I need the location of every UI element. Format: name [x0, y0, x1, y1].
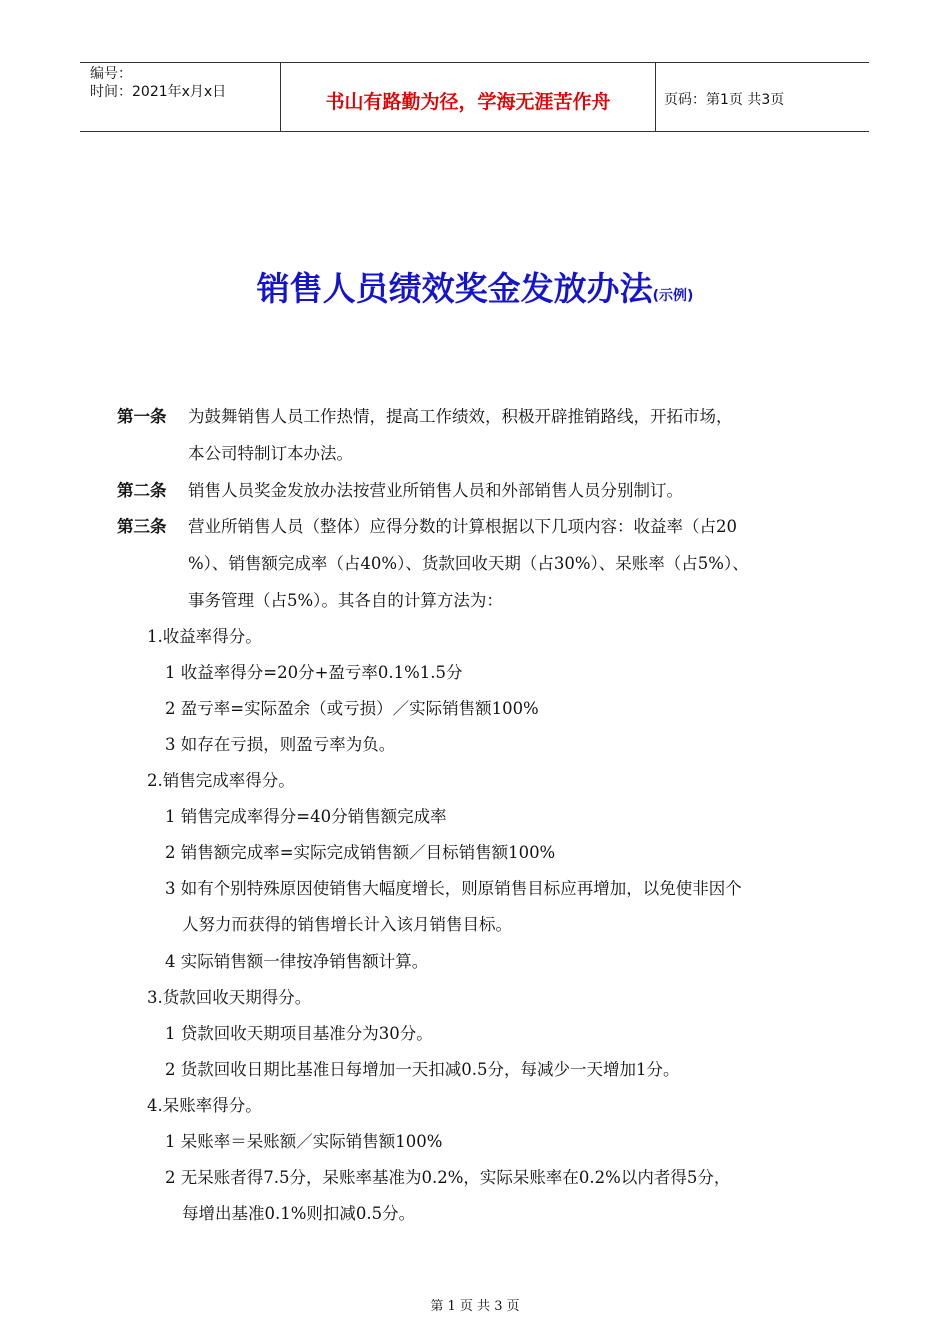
article-3-line-3: 事务管理（占5%）。其各自的计算方法为： [188, 591, 503, 610]
article-3-line-1: 营业所销售人员（整体）应得分数的计算根据以下几项内容：收益率（占20 [188, 517, 737, 536]
article-2-line-1: 销售人员奖金发放办法按营业所销售人员和外部销售人员分别制订。 [188, 481, 683, 500]
section-3-item-1: 1 贷款回收天期项目基准分为30分。 [165, 1024, 433, 1043]
document-title [0, 263, 950, 310]
document-header [80, 62, 869, 132]
article-1-line-2: 本公司特制订本办法。 [188, 444, 353, 463]
section-3-heading: 3.货款回收天期得分。 [147, 988, 312, 1007]
section-2-item-1: 1 销售完成率得分=40分销售额完成率 [165, 807, 447, 826]
date-label: 时间：2021年x月x日 [90, 84, 227, 100]
header-page-info: 页码：第1页 共3页 [664, 92, 785, 108]
header-motto-cell [280, 63, 656, 131]
section-2-item-4: 4 实际销售额一律按净销售额计算。 [165, 952, 429, 971]
section-1-heading: 1.收益率得分。 [147, 627, 262, 646]
serial-number-label: 编号： [90, 66, 132, 82]
section-2-item-2: 2 销售额完成率=实际完成销售额／目标销售额100% [165, 843, 556, 862]
section-4-item-2: 2 无呆账者得7.5分，呆账率基准为0.2%，实际呆账率在0.2%以内者得5分， [165, 1168, 731, 1187]
header-meta-cell [80, 63, 280, 131]
section-2-heading: 2.销售完成率得分。 [147, 771, 295, 790]
section-2-item-3-cont: 人努力而获得的销售增长计入该月销售目标。 [182, 915, 512, 934]
page-footer: 第 1 页 共 3 页 [430, 1299, 520, 1314]
section-4-item-2-cont: 每增出基准0.1%则扣减0.5分。 [182, 1204, 416, 1223]
article-1-line-1: 为鼓舞销售人员工作热情，提高工作绩效，积极开辟推销路线，开拓市场， [188, 407, 733, 426]
section-1-item-1: 1 收益率得分=20分+盈亏率0.1%1.5分 [165, 663, 463, 682]
article-3-label: 第三条 [117, 517, 167, 536]
section-1-item-3: 3 如存在亏损，则盈亏率为负。 [165, 735, 396, 754]
section-4-heading: 4.呆账率得分。 [147, 1096, 262, 1115]
title-suffix: (示例) [652, 288, 694, 304]
header-motto: 书山有路勤为径，学海无涯苦作舟 [325, 91, 611, 113]
header-page-cell [655, 63, 869, 131]
section-3-item-2: 2 货款回收日期比基准日每增加一天扣减0.5分，每减少一天增加1分。 [165, 1060, 680, 1079]
article-1-label: 第一条 [117, 407, 167, 426]
section-1-item-2: 2 盈亏率=实际盈余（或亏损）／实际销售额100% [165, 699, 539, 718]
article-3-line-2: %）、销售额完成率（占40%）、货款回收天期（占30%）、呆账率（占5%）、 [188, 554, 749, 573]
article-2-label: 第二条 [117, 481, 167, 500]
section-2-item-3: 3 如有个别特殊原因使销售大幅度增长，则原销售目标应再增加，以免使非因个 [165, 879, 742, 898]
title-main: 销售人员绩效奖金发放办法 [256, 269, 653, 308]
section-4-item-1: 1 呆账率＝呆账额／实际销售额100% [165, 1132, 443, 1151]
